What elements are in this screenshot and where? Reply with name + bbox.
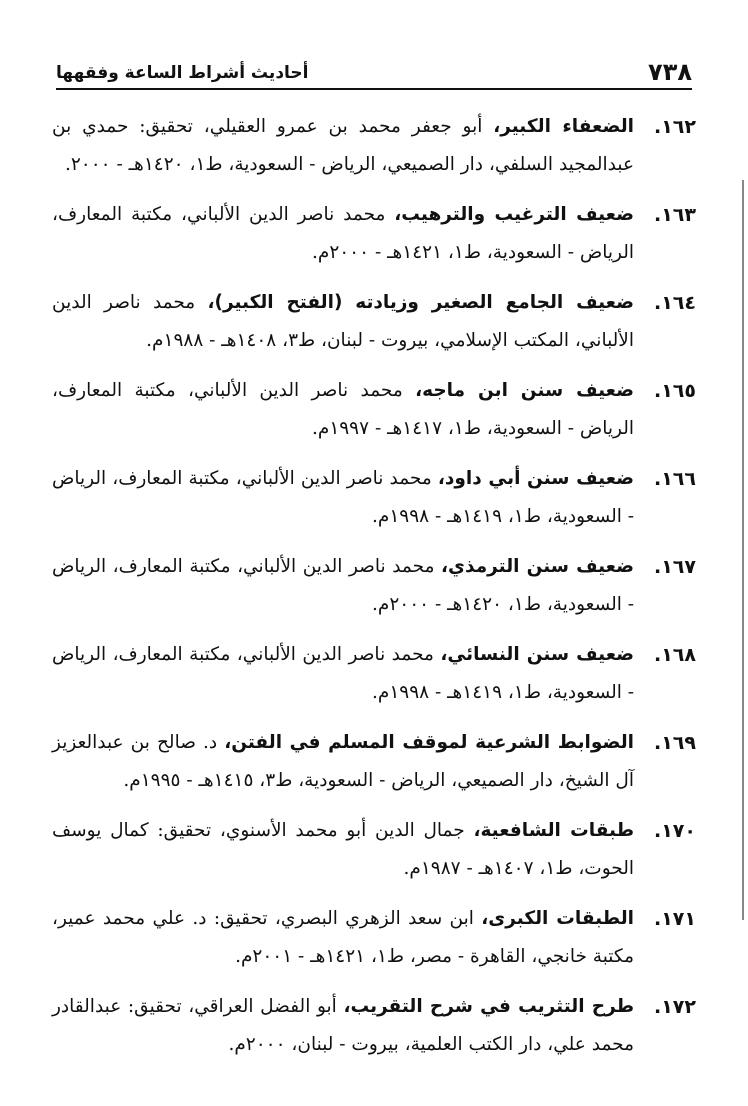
entry-number: ١٦٥. <box>653 380 696 402</box>
entry-details: أبو جعفر محمد بن عمرو العقيلي، تحقيق: حمدي بن عبدالمجيد السلفي، دار الصميعي، الرياض - السعودية، ط١، ١٤٢٠هـ - ٢٠٠٠. <box>52 116 634 175</box>
bibliography-entry <box>52 900 696 976</box>
entry-text <box>52 988 634 1064</box>
entry-number: ١٦٢. <box>653 116 696 138</box>
entry-details: محمد ناصر الدين الألباني، المكتب الإسلامي، بيروت - لبنان، ط٣، ١٤٠٨هـ - ١٩٨٨م. <box>52 292 634 351</box>
bibliography-entry <box>52 284 696 360</box>
bibliography-entry <box>52 636 696 712</box>
entry-number: ١٦٨. <box>653 644 696 666</box>
entry-details: محمد ناصر الدين الألباني، مكتبة المعارف، الرياض - السعودية، ط١، ١٤٢١هـ - ٢٠٠٠م. <box>52 204 634 263</box>
page-number: ٧٣٨ <box>648 58 692 86</box>
entry-text <box>52 372 634 448</box>
bibliography-entry <box>52 724 696 800</box>
bibliography-entry <box>52 548 696 624</box>
entry-text <box>52 900 634 976</box>
entry-number: ١٧١. <box>653 908 696 930</box>
entry-text <box>52 812 634 888</box>
bibliography-entry <box>52 196 696 272</box>
bibliography-entry <box>52 988 696 1064</box>
entry-text <box>52 724 634 800</box>
entry-title: ضعيف الجامع الصغير وزيادته (الفتح الكبير)، <box>207 292 634 313</box>
bibliography-entry <box>52 108 696 184</box>
book-title: أحاديث أشراط الساعة وفقهها <box>56 63 309 83</box>
entry-number: ١٧٢. <box>653 996 696 1018</box>
entry-text <box>52 108 634 184</box>
running-header <box>56 52 692 90</box>
entry-title: طبقات الشافعية، <box>473 820 634 841</box>
entry-title: الضعفاء الكبير، <box>493 116 634 137</box>
page-edge-line <box>742 180 744 920</box>
bibliography-entry <box>52 812 696 888</box>
entry-text <box>52 196 634 272</box>
entry-title: طرح التثريب في شرح التقريب، <box>343 996 634 1017</box>
entry-details: محمد ناصر الدين الألباني، مكتبة المعارف، الرياض - السعودية، ط١، ١٤١٧هـ - ١٩٩٧م. <box>52 380 634 439</box>
entry-details: محمد ناصر الدين الألباني، مكتبة المعارف، الرياض - السعودية، ط١، ١٤٢٠هـ - ٢٠٠٠م. <box>52 556 634 615</box>
entry-details: جمال الدين أبو محمد الأسنوي، تحقيق: كمال يوسف الحوت، ط١، ١٤٠٧هـ - ١٩٨٧م. <box>52 820 634 879</box>
entry-number: ١٦٧. <box>653 556 696 578</box>
entry-details: د. صالح بن عبدالعزيز آل الشيخ، دار الصميعي، الرياض - السعودية، ط٣، ١٤١٥هـ - ١٩٩٥م. <box>52 732 634 791</box>
entry-title: ضعيف سنن النسائي، <box>440 644 635 665</box>
entry-number: ١٦٦. <box>653 468 696 490</box>
entry-title: ضعيف سنن الترمذي، <box>441 556 635 577</box>
entry-text <box>52 460 634 536</box>
entry-title: ضعيف سنن ابن ماجه، <box>415 380 634 401</box>
entry-text <box>52 636 634 712</box>
entry-text <box>52 284 634 360</box>
bibliography-entry <box>52 372 696 448</box>
entry-title: الطبقات الكبرى، <box>481 908 634 929</box>
bibliography-entry <box>52 460 696 536</box>
entry-details: محمد ناصر الدين الألباني، مكتبة المعارف، الرياض - السعودية، ط١، ١٤١٩هـ - ١٩٩٨م. <box>52 468 634 527</box>
entry-text <box>52 548 634 624</box>
entry-title: الضوابط الشرعية لموقف المسلم في الفتن، <box>224 732 634 753</box>
bibliography-list <box>52 108 696 1076</box>
entry-details: ابن سعد الزهري البصري، تحقيق: د. علي محمد عمير، مكتبة خانجي، القاهرة - مصر، ط١، ١٤٢١هـ - ٢٠٠١م. <box>52 908 634 967</box>
entry-number: ١٧٠. <box>653 820 696 842</box>
entry-number: ١٦٩. <box>653 732 696 754</box>
entry-number: ١٦٤. <box>653 292 696 314</box>
entry-number: ١٦٣. <box>653 204 696 226</box>
entry-title: ضعيف الترغيب والترهيب، <box>394 204 634 225</box>
entry-title: ضعيف سنن أبي داود، <box>437 468 635 489</box>
entry-details: أبو الفضل العراقي، تحقيق: عبدالقادر محمد علي، دار الكتب العلمية، بيروت - لبنان، ٢٠٠٠م. <box>52 996 634 1055</box>
entry-details: محمد ناصر الدين الألباني، مكتبة المعارف، الرياض - السعودية، ط١، ١٤١٩هـ - ١٩٩٨م. <box>52 644 634 703</box>
